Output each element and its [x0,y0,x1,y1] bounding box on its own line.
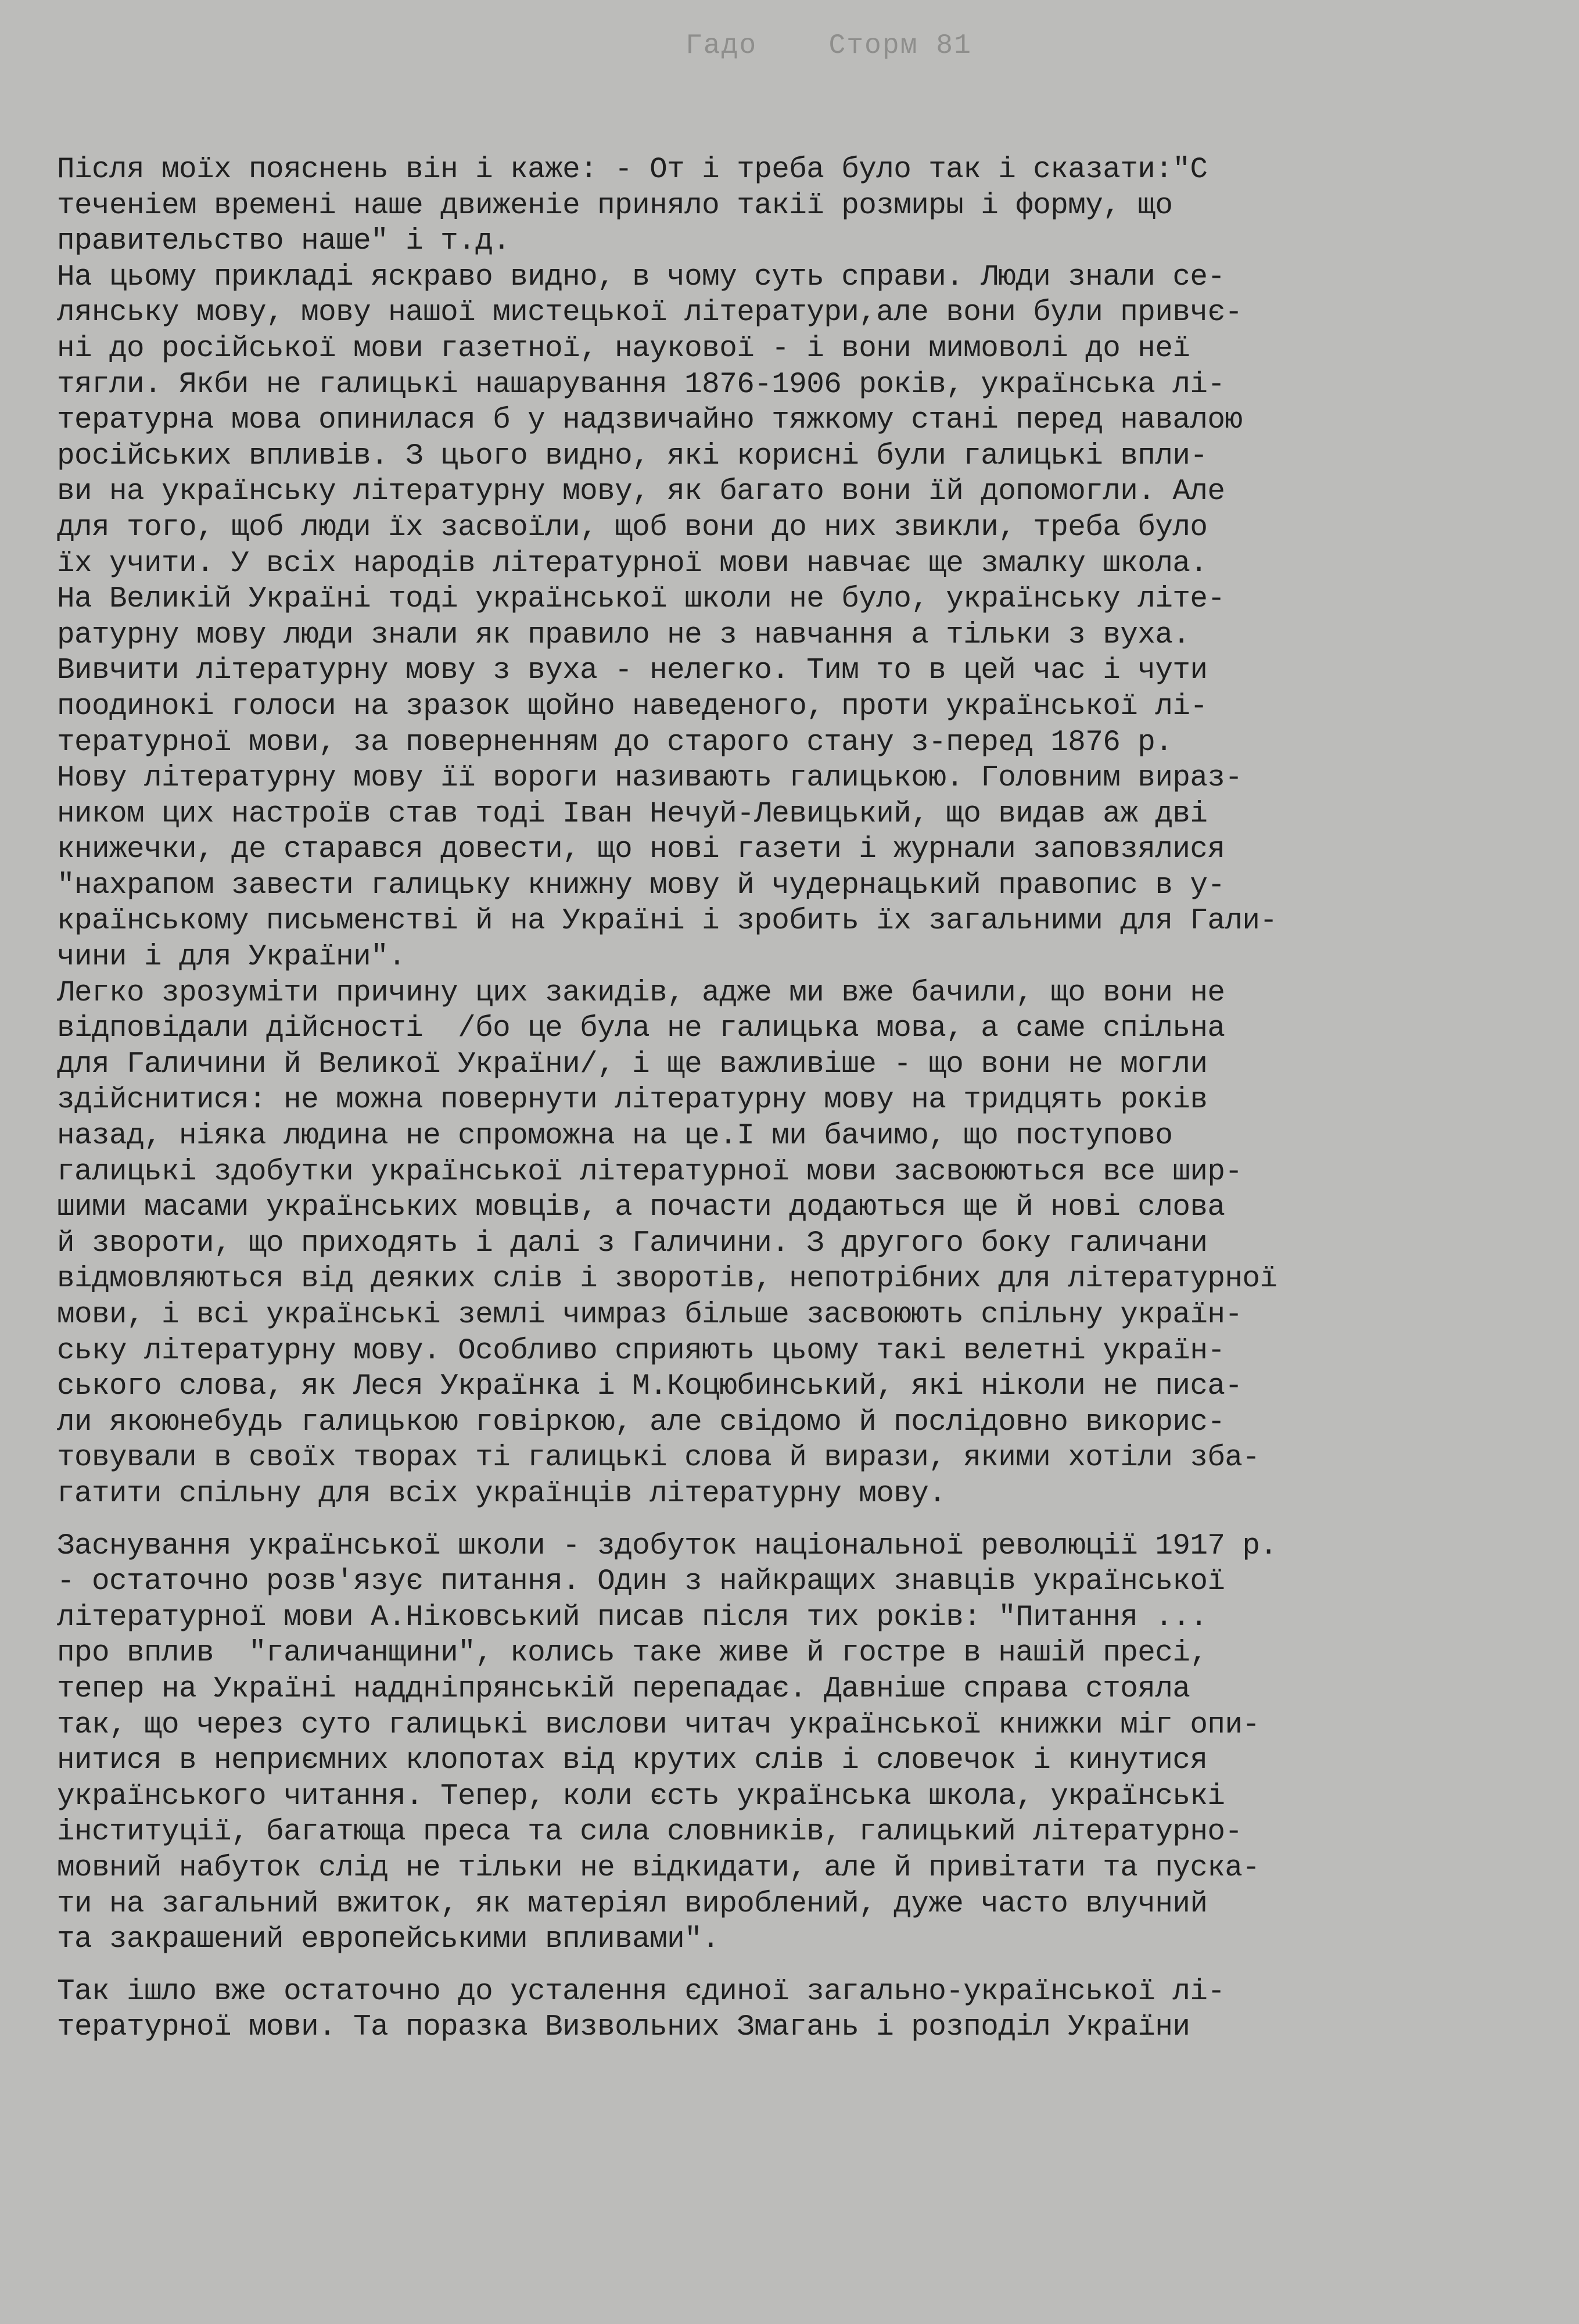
text-line: російських впливів. З цього видно, які корисні були галицькі впли- [57,439,1208,473]
text-line: ського слова, як Леся Українка і М.Коцюбинський, які ніколи не писа- [57,1370,1243,1404]
text-line: ви на українську літературну мову, як багато вони їй допомогли. Але [57,475,1225,509]
text-line: нитися в неприємних клопотах від крутих слів і словечок і кинутися [57,1744,1208,1778]
paragraph-3 [57,975,1544,1512]
text-line: мови, і всі українські землі чимраз більше засвоюють спільну україн- [57,1299,1243,1332]
text-line: Легко зрозуміти причину цих закидів, адже ми вже бачили, що вони не [57,976,1225,1010]
text-line: тературної мови. Та поразка Визвольних Змагань і розподіл України [57,2011,1190,2045]
text-line: про вплив "галичанщини", колись таке живе й гостре в нашій пресі, [57,1637,1208,1670]
text-line: літературної мови А.Ніковський писав після тих років: "Питання ... [57,1601,1208,1634]
paragraph-5 [57,1974,1544,2046]
typed-text-body [57,152,1544,2046]
text-line: На Великій Україні тоді української школи не було, українську літе- [57,583,1225,616]
text-line: для того, щоб люди їх засвоїли, щоб вони до них звикли, треба було [57,511,1208,544]
text-line: ти на загальний вжиток, як матеріял вироблений, дуже часто влучний [57,1887,1208,1921]
text-line: країнському письменстві й на Україні і зробить їх загальними для Гали- [57,905,1277,938]
text-line: ську літературну мову. Особливо сприяють цьому такі велетні україн- [57,1334,1225,1368]
text-line: для Галичини й Великої України/, і ще важливіше - що вони не могли [57,1048,1208,1081]
text-line: товували в своїх творах ті галицькі слова й вирази, якими хотіли зба- [57,1441,1260,1475]
paragraph-4 [57,1529,1544,1958]
text-line: тературна мова опинилася б у надзвичайно тяжкому стані перед навалою [57,404,1243,437]
text-line: - остаточно розв'язує питання. Один з найкращих знавців української [57,1565,1225,1599]
text-line: відповідали дійсності /бо це була не галицька мова, а саме спільна [57,1012,1225,1046]
text-line: лянську мову, мову нашої мистецької літератури,але вони були привчє- [57,296,1243,330]
text-line: чини і для України". [57,941,406,974]
text-line: книжечки, де старався довести, що нові газети і журнали заповзялися [57,833,1225,867]
text-line: тепер на Україні наддніпрянській перепадає. Давніше справа стояла [57,1672,1190,1706]
text-line: правительство наше" і т.д. [57,225,511,259]
text-line: ли якоюнебудь галицькою говіркою, але свідомо й послідовно викорис- [57,1405,1225,1439]
paragraph-1 [57,152,1544,260]
text-line: галицькі здобутки української літературної мови засвоюються все шир- [57,1155,1243,1189]
text-line: їх учити. У всіх народів літературної мови навчає ще змалку школа. [57,547,1208,580]
text-line: мовний набуток слід не тільки не відкидати, але й привітати та пуска- [57,1851,1260,1885]
text-line: й звороти, що приходять і далі з Галичини. З другого боку галичани [57,1226,1208,1260]
text-line: тературної мови, за поверненням до старого стану з-перед 1876 р. [57,726,1173,759]
text-line: інституції, багатюща преса та сила словників, галицький літературно- [57,1816,1243,1849]
text-line: Після моїх пояснень він і каже: - От і треба було так і сказати:"С [57,153,1208,187]
text-line: теченіем времені наше движеніе приняло такії розмиры і форму, що [57,189,1173,223]
text-line: гатити спільну для всіх українців літературну мову. [57,1477,946,1511]
text-line: ні до російської мови газетної, наукової - і вони мимоволі до неї [57,332,1190,365]
text-line: ником цих настроїв став тоді Іван Нечуй-Левицький, що видав аж дві [57,797,1208,831]
text-line: українського читання. Тепер, коли єсть українська школа, українські [57,1780,1225,1813]
text-line: Нову літературну мову її вороги називають галицькою. Головним вираз- [57,762,1243,795]
text-line: так, що через суто галицькі вислови читач української книжки міг опи- [57,1708,1260,1742]
paragraph-2 [57,260,1544,975]
text-line: Заснування української школи - здобуток національної революції 1917 р. [57,1529,1277,1563]
text-line: Так ішло вже остаточно до усталення єдиної загально-української лі- [57,1975,1225,2009]
text-line: та закрашений европейськими впливами". [57,1923,720,1957]
text-line: "нахрапом завести галицьку книжну мову й чудернацький правопис в у- [57,869,1225,902]
text-line: відмовляються від деяких слів і зворотів, непотрібних для літературної [57,1263,1277,1296]
page-header-fragment: Гадо Сторм 81 [686,30,972,62]
text-line: поодинокі голоси на зразок щойно наведеного, проти української лі- [57,690,1208,723]
text-line: ратурну мову люди знали як правило не з навчання а тільки з вуха. [57,618,1190,652]
text-line: назад, ніяка людина не спроможна на це.І ми бачимо, що поступово [57,1120,1173,1153]
text-line: шими масами українських мовців, а почасти додаються ще й нові слова [57,1191,1225,1225]
text-line: На цьому прикладі яскраво видно, в чому суть справи. Люди знали се- [57,260,1225,294]
text-line: Вивчити літературну мову з вуха - нелегко. Тим то в цей час і чути [57,654,1208,688]
text-line: тягли. Якби не галицькі нашарування 1876-1906 років, українська лі- [57,368,1225,401]
text-line: здійснитися: не можна повернути літературну мову на тридцять років [57,1084,1208,1117]
